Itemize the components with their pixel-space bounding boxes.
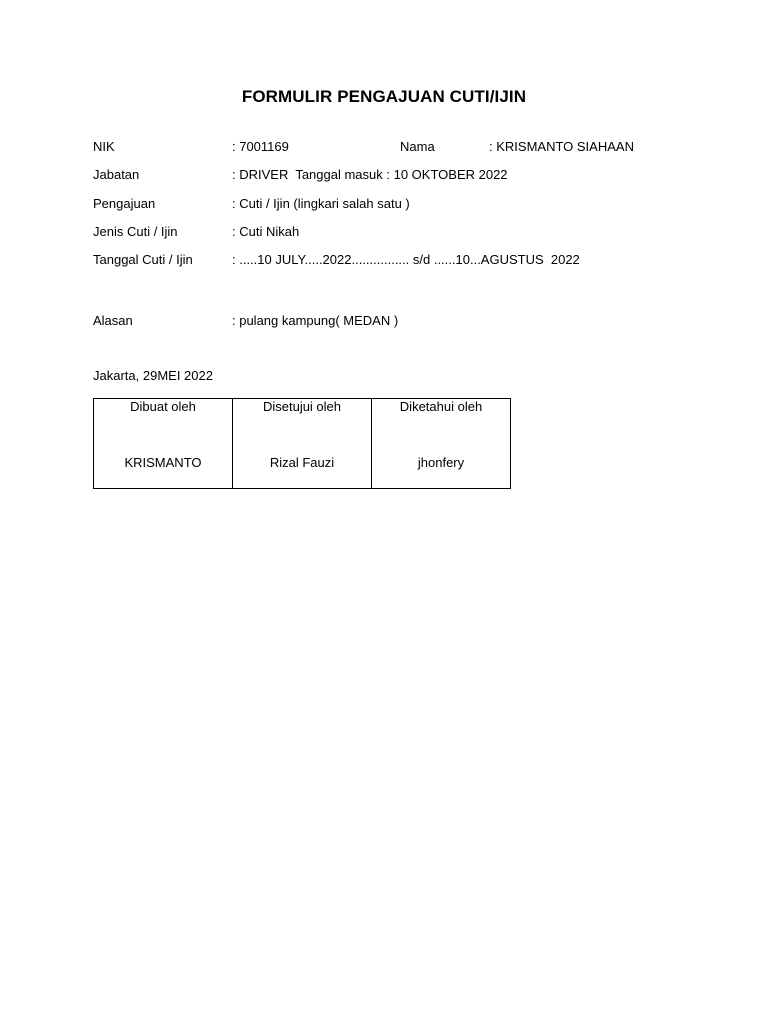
tanggal-cuti-value: : .....10 JULY.....2022................ s/d ......10...AGUSTUS 2022	[232, 252, 580, 267]
pengajuan-value: : Cuti / Ijin (lingkari salah satu )	[232, 196, 410, 211]
signature-name: jhonfery	[417, 455, 465, 470]
nik-label: NIK	[93, 139, 115, 154]
form-title: FORMULIR PENGAJUAN CUTI/IJIN	[241, 87, 527, 106]
nama-value: : KRISMANTO SIAHAAN	[489, 139, 634, 154]
signature-name: KRISMANTO	[124, 455, 202, 470]
signature-name: Rizal Fauzi	[269, 455, 335, 470]
jenis-cuti-value: : Cuti Nikah	[232, 224, 300, 239]
signature-heading: Diketahui oleh	[399, 399, 483, 414]
signature-heading: Dibuat oleh	[130, 399, 196, 414]
jabatan-label: Jabatan	[93, 167, 140, 182]
jenis-cuti-label: Jenis Cuti / Ijin	[93, 224, 178, 239]
signature-table	[93, 398, 511, 489]
nama-label: Nama	[400, 139, 435, 154]
place-date: Jakarta, 29MEI 2022	[93, 368, 213, 383]
pengajuan-label: Pengajuan	[93, 196, 156, 211]
alasan-label: Alasan	[93, 313, 133, 328]
jabatan-value: : DRIVER Tanggal masuk : 10 OKTOBER 2022	[232, 167, 508, 182]
nik-value: : 7001169	[232, 139, 289, 154]
signature-cell-diketahui	[371, 399, 510, 488]
alasan-value: : pulang kampung( MEDAN )	[232, 313, 399, 328]
tanggal-cuti-label: Tanggal Cuti / Ijin	[93, 252, 193, 267]
signature-cell-disetujui	[232, 399, 371, 488]
signature-cell-dibuat	[94, 399, 232, 488]
signature-heading: Disetujui oleh	[262, 399, 342, 414]
